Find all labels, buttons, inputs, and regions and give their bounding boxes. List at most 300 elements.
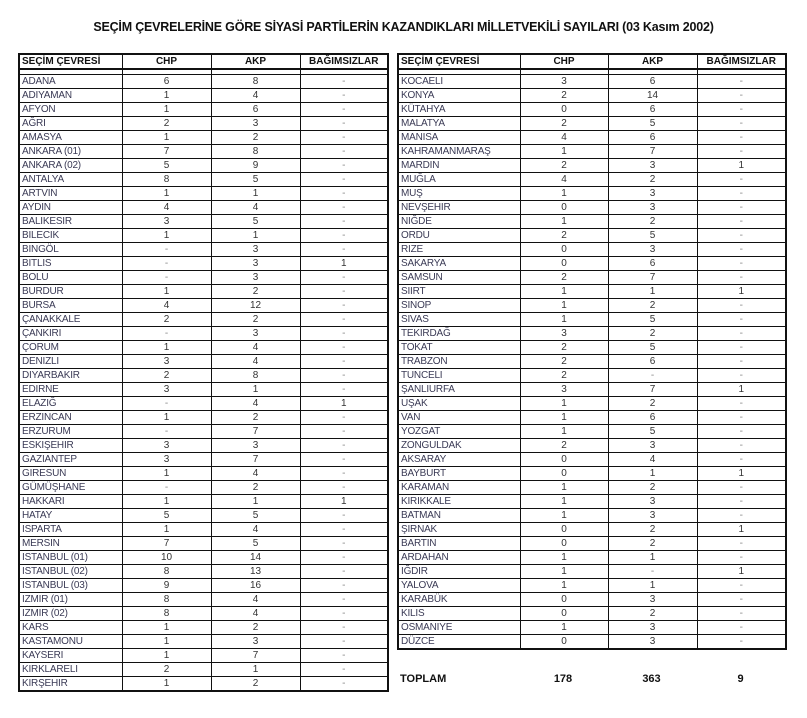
chp-seats: 4 (122, 299, 211, 313)
independent-seats: - (300, 243, 388, 257)
district-name: KARABÜK (398, 593, 520, 607)
akp-seats: 3 (608, 635, 697, 650)
chp-seats: 1 (520, 411, 608, 425)
chp-seats: 1 (520, 313, 608, 327)
independent-seats: - (300, 425, 388, 439)
akp-seats: 2 (211, 313, 300, 327)
akp-seats: 2 (211, 621, 300, 635)
district-name: ORDU (398, 229, 520, 243)
district-name: BATMAN (398, 509, 520, 523)
akp-seats: 6 (608, 131, 697, 145)
column-header-chp: CHP (520, 54, 608, 69)
column-header-chp: CHP (122, 54, 211, 69)
independent-seats: - (300, 565, 388, 579)
akp-seats: 4 (211, 607, 300, 621)
table-row (398, 187, 786, 201)
independent-seats: 1 (697, 285, 786, 299)
chp-seats: 0 (520, 201, 608, 215)
district-name: BILECIK (19, 229, 122, 243)
table-row (19, 509, 388, 523)
akp-seats: 5 (608, 117, 697, 131)
district-name: UŞAK (398, 397, 520, 411)
independent-seats: - (300, 453, 388, 467)
independent-seats: - (300, 593, 388, 607)
chp-seats: 6 (122, 75, 211, 89)
chp-seats: 1 (520, 285, 608, 299)
independent-seats: - (300, 271, 388, 285)
table-row (19, 607, 388, 621)
chp-seats: 1 (520, 215, 608, 229)
independent-seats: - (697, 635, 786, 650)
akp-seats: 5 (608, 229, 697, 243)
table-header-row (398, 54, 786, 69)
chp-seats: 1 (520, 495, 608, 509)
independent-seats: - (300, 201, 388, 215)
district-name: KIRKLARELI (19, 663, 122, 677)
district-name: TEKIRDAĞ (398, 327, 520, 341)
independent-seats: - (300, 635, 388, 649)
column-header-district: SEÇİM ÇEVRESİ (19, 54, 122, 69)
district-name: KARAMAN (398, 481, 520, 495)
chp-seats: 2 (520, 117, 608, 131)
independent-seats: - (300, 579, 388, 593)
chp-seats: 8 (122, 607, 211, 621)
akp-seats: 9 (211, 159, 300, 173)
table-row (19, 145, 388, 159)
chp-seats: 0 (520, 537, 608, 551)
akp-seats: 3 (211, 117, 300, 131)
chp-seats: 5 (122, 159, 211, 173)
chp-seats: - (122, 271, 211, 285)
district-name: KÜTAHYA (398, 103, 520, 117)
district-name: ERZURUM (19, 425, 122, 439)
table-row (398, 537, 786, 551)
district-name: RIZE (398, 243, 520, 257)
table-row (19, 131, 388, 145)
table-row (398, 75, 786, 89)
akp-seats: 1 (608, 551, 697, 565)
chp-seats: 1 (122, 635, 211, 649)
akp-seats: 2 (211, 411, 300, 425)
chp-seats: 2 (520, 159, 608, 173)
column-header-independents: BAĞIMSIZLAR (697, 54, 786, 69)
table-row (19, 257, 388, 271)
district-name: DENIZLI (19, 355, 122, 369)
table-row (19, 663, 388, 677)
table-row (398, 397, 786, 411)
independent-seats: - (697, 145, 786, 159)
district-name: SINOP (398, 299, 520, 313)
independent-seats: - (300, 313, 388, 327)
district-name: KOCAELI (398, 75, 520, 89)
akp-seats: 4 (211, 355, 300, 369)
table-row (398, 117, 786, 131)
chp-seats: 2 (520, 439, 608, 453)
independent-seats: 1 (697, 159, 786, 173)
district-name: MALATYA (398, 117, 520, 131)
chp-seats: 0 (520, 453, 608, 467)
district-name: BAYBURT (398, 467, 520, 481)
chp-seats: 7 (122, 145, 211, 159)
district-name: IZMIR (02) (19, 607, 122, 621)
chp-seats: 1 (520, 509, 608, 523)
independent-seats: - (300, 355, 388, 369)
chp-seats: 3 (122, 215, 211, 229)
chp-seats: 1 (520, 145, 608, 159)
table-row (398, 523, 786, 537)
district-name: KONYA (398, 89, 520, 103)
chp-seats: 10 (122, 551, 211, 565)
akp-seats: 4 (211, 523, 300, 537)
independent-seats: - (697, 243, 786, 257)
table-row (19, 523, 388, 537)
table-row (19, 677, 388, 692)
district-name: MUŞ (398, 187, 520, 201)
independent-seats: - (697, 481, 786, 495)
table-row (19, 425, 388, 439)
akp-seats: 4 (211, 89, 300, 103)
district-name: AFYON (19, 103, 122, 117)
chp-seats: 2 (520, 229, 608, 243)
chp-seats: - (122, 243, 211, 257)
akp-seats: 4 (211, 397, 300, 411)
table-row (398, 103, 786, 117)
akp-seats: 6 (608, 103, 697, 117)
akp-seats: 3 (211, 439, 300, 453)
table-row (398, 481, 786, 495)
table-row (19, 187, 388, 201)
table-row (398, 89, 786, 103)
district-name: ZONGULDAK (398, 439, 520, 453)
independent-seats: - (300, 187, 388, 201)
akp-seats: 13 (211, 565, 300, 579)
total-akp: 363 (642, 673, 661, 685)
table-row (19, 89, 388, 103)
chp-seats: 5 (122, 509, 211, 523)
table-row (398, 145, 786, 159)
table-row (398, 509, 786, 523)
table-row (398, 285, 786, 299)
chp-seats: 2 (520, 89, 608, 103)
table-row (19, 551, 388, 565)
independent-seats: - (300, 607, 388, 621)
table-row (19, 327, 388, 341)
table-row (398, 467, 786, 481)
akp-seats: 2 (608, 607, 697, 621)
district-name: YOZGAT (398, 425, 520, 439)
district-name: SAKARYA (398, 257, 520, 271)
chp-seats: 1 (122, 523, 211, 537)
district-name: IĞDIR (398, 565, 520, 579)
akp-seats: 8 (211, 369, 300, 383)
akp-seats: 1 (608, 285, 697, 299)
chp-seats: 2 (520, 271, 608, 285)
table-row (19, 229, 388, 243)
total-independents: 9 (737, 673, 744, 685)
table-row (19, 341, 388, 355)
akp-seats: 1 (211, 495, 300, 509)
district-name: ANKARA (01) (19, 145, 122, 159)
chp-seats: 1 (122, 649, 211, 663)
district-name: ESKIŞEHIR (19, 439, 122, 453)
chp-seats: 0 (520, 523, 608, 537)
independent-seats: - (697, 593, 786, 607)
district-name: ADIYAMAN (19, 89, 122, 103)
akp-seats: 5 (211, 215, 300, 229)
chp-seats: 0 (520, 467, 608, 481)
district-name: BOLU (19, 271, 122, 285)
district-name: DIYARBAKIR (19, 369, 122, 383)
independent-seats: - (300, 537, 388, 551)
table-row (19, 593, 388, 607)
akp-seats: 3 (608, 159, 697, 173)
akp-seats: 3 (608, 439, 697, 453)
chp-seats: 4 (122, 201, 211, 215)
chp-seats: 0 (520, 243, 608, 257)
district-name: SIVAS (398, 313, 520, 327)
district-name: KARS (19, 621, 122, 635)
akp-seats: 8 (211, 75, 300, 89)
table-row (19, 173, 388, 187)
independent-seats: - (300, 523, 388, 537)
akp-seats: 3 (608, 593, 697, 607)
akp-seats: 1 (211, 229, 300, 243)
independent-seats: - (697, 187, 786, 201)
akp-seats: 1 (608, 579, 697, 593)
akp-seats: 4 (211, 593, 300, 607)
table-row (19, 383, 388, 397)
chp-seats: 1 (520, 621, 608, 635)
chp-seats: 4 (520, 173, 608, 187)
table-row (398, 201, 786, 215)
akp-seats: - (608, 369, 697, 383)
district-name: AĞRI (19, 117, 122, 131)
independent-seats: - (300, 117, 388, 131)
district-name: ŞIRNAK (398, 523, 520, 537)
independent-seats: - (697, 215, 786, 229)
table-row (398, 173, 786, 187)
table-row (19, 75, 388, 89)
akp-seats: 2 (211, 677, 300, 692)
akp-seats: 6 (608, 75, 697, 89)
akp-seats: 3 (608, 187, 697, 201)
independent-seats: - (697, 439, 786, 453)
chp-seats: - (122, 397, 211, 411)
chp-seats: 3 (122, 383, 211, 397)
akp-seats: 6 (608, 257, 697, 271)
independent-seats: - (697, 89, 786, 103)
chp-seats: 1 (122, 495, 211, 509)
chp-seats: 1 (520, 425, 608, 439)
district-name: TRABZON (398, 355, 520, 369)
table-row (398, 271, 786, 285)
district-name: BARTIN (398, 537, 520, 551)
independent-seats: 1 (697, 467, 786, 481)
independent-seats: - (697, 579, 786, 593)
akp-seats: 4 (608, 453, 697, 467)
district-name: GIRESUN (19, 467, 122, 481)
results-table-right (397, 53, 787, 650)
akp-seats: 7 (608, 145, 697, 159)
district-name: ISTANBUL (01) (19, 551, 122, 565)
chp-seats: 1 (520, 481, 608, 495)
chp-seats: 2 (520, 369, 608, 383)
independent-seats: - (697, 229, 786, 243)
independent-seats: - (697, 397, 786, 411)
akp-seats: 6 (608, 355, 697, 369)
akp-seats: 2 (211, 481, 300, 495)
column-header-akp: AKP (608, 54, 697, 69)
independent-seats: - (697, 257, 786, 271)
district-name: HAKKARI (19, 495, 122, 509)
chp-seats: 1 (122, 677, 211, 692)
table-row (19, 215, 388, 229)
independent-seats: - (300, 173, 388, 187)
district-name: KAHRAMANMARAŞ (398, 145, 520, 159)
chp-seats: 0 (520, 607, 608, 621)
independent-seats: - (300, 467, 388, 481)
independent-seats: - (697, 425, 786, 439)
akp-seats: 2 (608, 523, 697, 537)
akp-seats: 2 (608, 481, 697, 495)
table-row (398, 383, 786, 397)
table-row (19, 537, 388, 551)
akp-seats: 4 (211, 467, 300, 481)
table-row (19, 635, 388, 649)
column-header-district: SEÇİM ÇEVRESİ (398, 54, 520, 69)
chp-seats: 3 (122, 453, 211, 467)
independent-seats: 1 (697, 565, 786, 579)
district-name: AMASYA (19, 131, 122, 145)
akp-seats: 16 (211, 579, 300, 593)
independent-seats: - (300, 159, 388, 173)
chp-seats: 3 (122, 439, 211, 453)
table-row (398, 257, 786, 271)
table-row (19, 411, 388, 425)
district-name: TOKAT (398, 341, 520, 355)
district-name: ARTVIN (19, 187, 122, 201)
table-row (398, 635, 786, 650)
district-name: ISPARTA (19, 523, 122, 537)
chp-seats: 1 (520, 299, 608, 313)
district-name: KIRIKKALE (398, 495, 520, 509)
chp-seats: 1 (122, 187, 211, 201)
independent-seats: - (697, 411, 786, 425)
chp-seats: 1 (520, 187, 608, 201)
table-row (19, 159, 388, 173)
district-name: MERSIN (19, 537, 122, 551)
table-row (19, 579, 388, 593)
chp-seats: 3 (520, 75, 608, 89)
akp-seats: 4 (211, 201, 300, 215)
akp-seats: 2 (608, 327, 697, 341)
table-row (398, 621, 786, 635)
akp-seats: 7 (211, 453, 300, 467)
independent-seats: 1 (697, 523, 786, 537)
table-row (398, 159, 786, 173)
chp-seats: 1 (122, 621, 211, 635)
district-name: ANTALYA (19, 173, 122, 187)
district-name: ÇANKIRI (19, 327, 122, 341)
district-name: ÇORUM (19, 341, 122, 355)
table-row (398, 495, 786, 509)
independent-seats: - (697, 117, 786, 131)
akp-seats: 2 (608, 397, 697, 411)
independent-seats: - (300, 299, 388, 313)
chp-seats: 0 (520, 635, 608, 650)
akp-seats: 2 (211, 131, 300, 145)
akp-seats: 6 (608, 411, 697, 425)
akp-seats: 7 (211, 649, 300, 663)
chp-seats: 1 (122, 103, 211, 117)
independent-seats: - (697, 299, 786, 313)
table-row (19, 397, 388, 411)
chp-seats: 1 (520, 579, 608, 593)
akp-seats: 14 (608, 89, 697, 103)
akp-seats: 7 (211, 425, 300, 439)
chp-seats: 1 (122, 89, 211, 103)
akp-seats: 7 (608, 383, 697, 397)
akp-seats: 3 (608, 621, 697, 635)
district-name: ADANA (19, 75, 122, 89)
independent-seats: 1 (300, 257, 388, 271)
table-row (398, 607, 786, 621)
akp-seats: 2 (608, 537, 697, 551)
table-row (19, 467, 388, 481)
akp-seats: 4 (211, 341, 300, 355)
independent-seats: - (300, 509, 388, 523)
district-name: BINGÖL (19, 243, 122, 257)
independent-seats: - (300, 341, 388, 355)
district-name: KIRŞEHIR (19, 677, 122, 692)
table-row (19, 453, 388, 467)
district-name: GÜMÜŞHANE (19, 481, 122, 495)
chp-seats: - (122, 327, 211, 341)
independent-seats: - (300, 677, 388, 692)
independent-seats: - (697, 369, 786, 383)
akp-seats: 2 (608, 299, 697, 313)
table-row (19, 313, 388, 327)
independent-seats: - (300, 285, 388, 299)
district-name: NIĞDE (398, 215, 520, 229)
independent-seats: - (300, 131, 388, 145)
district-name: ŞANLIURFA (398, 383, 520, 397)
chp-seats: 3 (520, 383, 608, 397)
district-name: AYDIN (19, 201, 122, 215)
page-title: SEÇİM ÇEVRELERİNE GÖRE SİYASİ PARTİLERİN KAZANDIKLARI MİLLETVEKİLİ SAYILARI (03 Kasım 2002) (93, 20, 714, 34)
independent-seats: - (300, 75, 388, 89)
table-row (19, 201, 388, 215)
independent-seats: 1 (300, 495, 388, 509)
independent-seats: - (697, 173, 786, 187)
table-row (19, 299, 388, 313)
district-name: ISTANBUL (03) (19, 579, 122, 593)
akp-seats: 7 (608, 271, 697, 285)
table-row (398, 439, 786, 453)
independent-seats: - (697, 537, 786, 551)
akp-seats: 5 (608, 313, 697, 327)
district-name: YALOVA (398, 579, 520, 593)
district-name: ARDAHAN (398, 551, 520, 565)
independent-seats: - (300, 649, 388, 663)
chp-seats: 8 (122, 565, 211, 579)
table-row (19, 481, 388, 495)
district-name: BALIKESIR (19, 215, 122, 229)
chp-seats: 1 (122, 229, 211, 243)
independent-seats: 1 (300, 397, 388, 411)
akp-seats: 2 (211, 285, 300, 299)
district-name: OSMANIYE (398, 621, 520, 635)
